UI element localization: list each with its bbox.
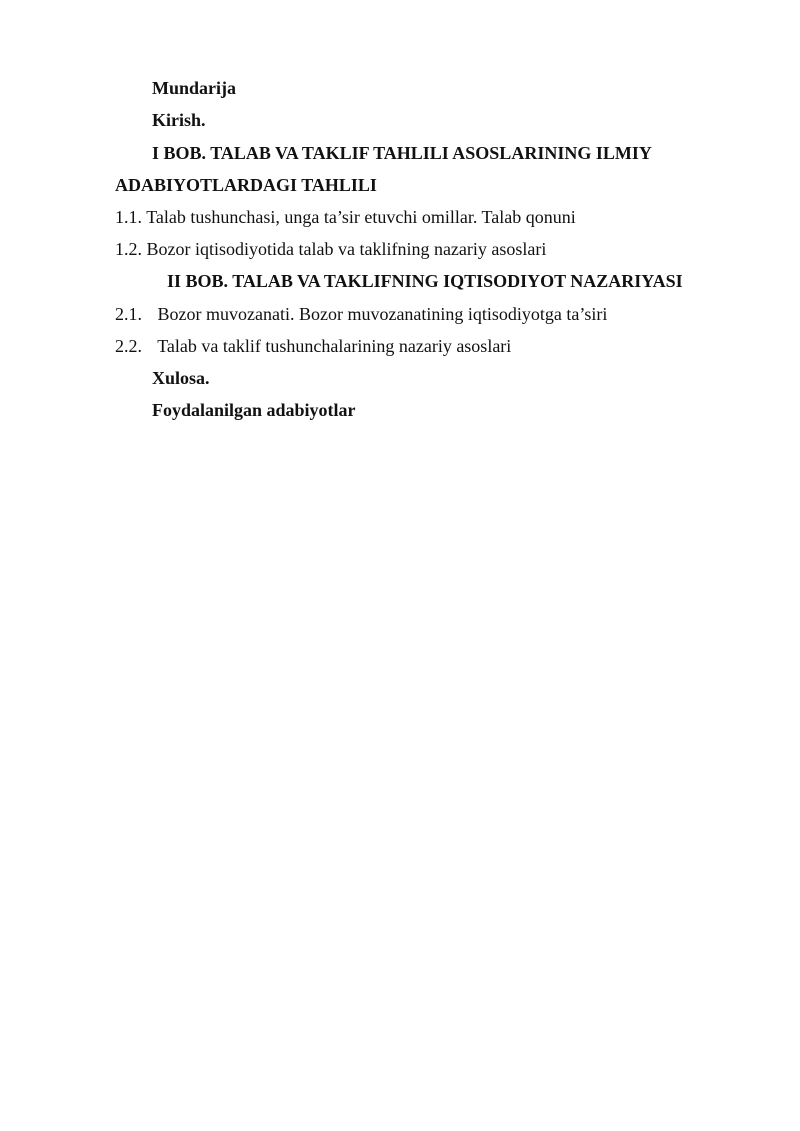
section-title: Bozor muvozanati. Bozor muvozanatining iqtisodiyotga ta’siri bbox=[157, 304, 608, 324]
chapter2-title: II BOB. TALAB VA TAKLIFNING IQTISODIYOT NAZARIYASI bbox=[167, 271, 683, 291]
toc-heading: Mundarija bbox=[152, 78, 237, 98]
section-number: 1.2. bbox=[115, 239, 142, 259]
section-title: Talab va taklif tushunchalarining nazariy asoslari bbox=[157, 336, 512, 356]
toc-entry-2-2 bbox=[115, 335, 511, 357]
toc-entry-1-1 bbox=[115, 206, 576, 228]
toc-entry-1-2 bbox=[115, 238, 546, 260]
section-number: 1.1. bbox=[115, 207, 142, 227]
section-number: 2.2. bbox=[115, 336, 142, 356]
section-title: Talab tushunchasi, unga ta’sir etuvchi omillar. Talab qonuni bbox=[146, 207, 576, 227]
chapter1-title-line1: I BOB. TALAB VA TAKLIF TAHLILI ASOSLARINING ILMIY bbox=[152, 143, 652, 163]
chapter1-title-line2: ADABIYOTLARDAGI TAHLILI bbox=[115, 175, 377, 195]
section-number: 2.1. bbox=[115, 304, 142, 324]
toc-intro: Kirish. bbox=[152, 110, 206, 130]
toc-conclusion: Xulosa. bbox=[152, 368, 210, 388]
toc-references: Foydalanilgan adabiyotlar bbox=[152, 400, 356, 420]
toc-entry-2-1 bbox=[115, 303, 607, 325]
section-title: Bozor iqtisodiyotida talab va taklifning nazariy asoslari bbox=[146, 239, 547, 259]
